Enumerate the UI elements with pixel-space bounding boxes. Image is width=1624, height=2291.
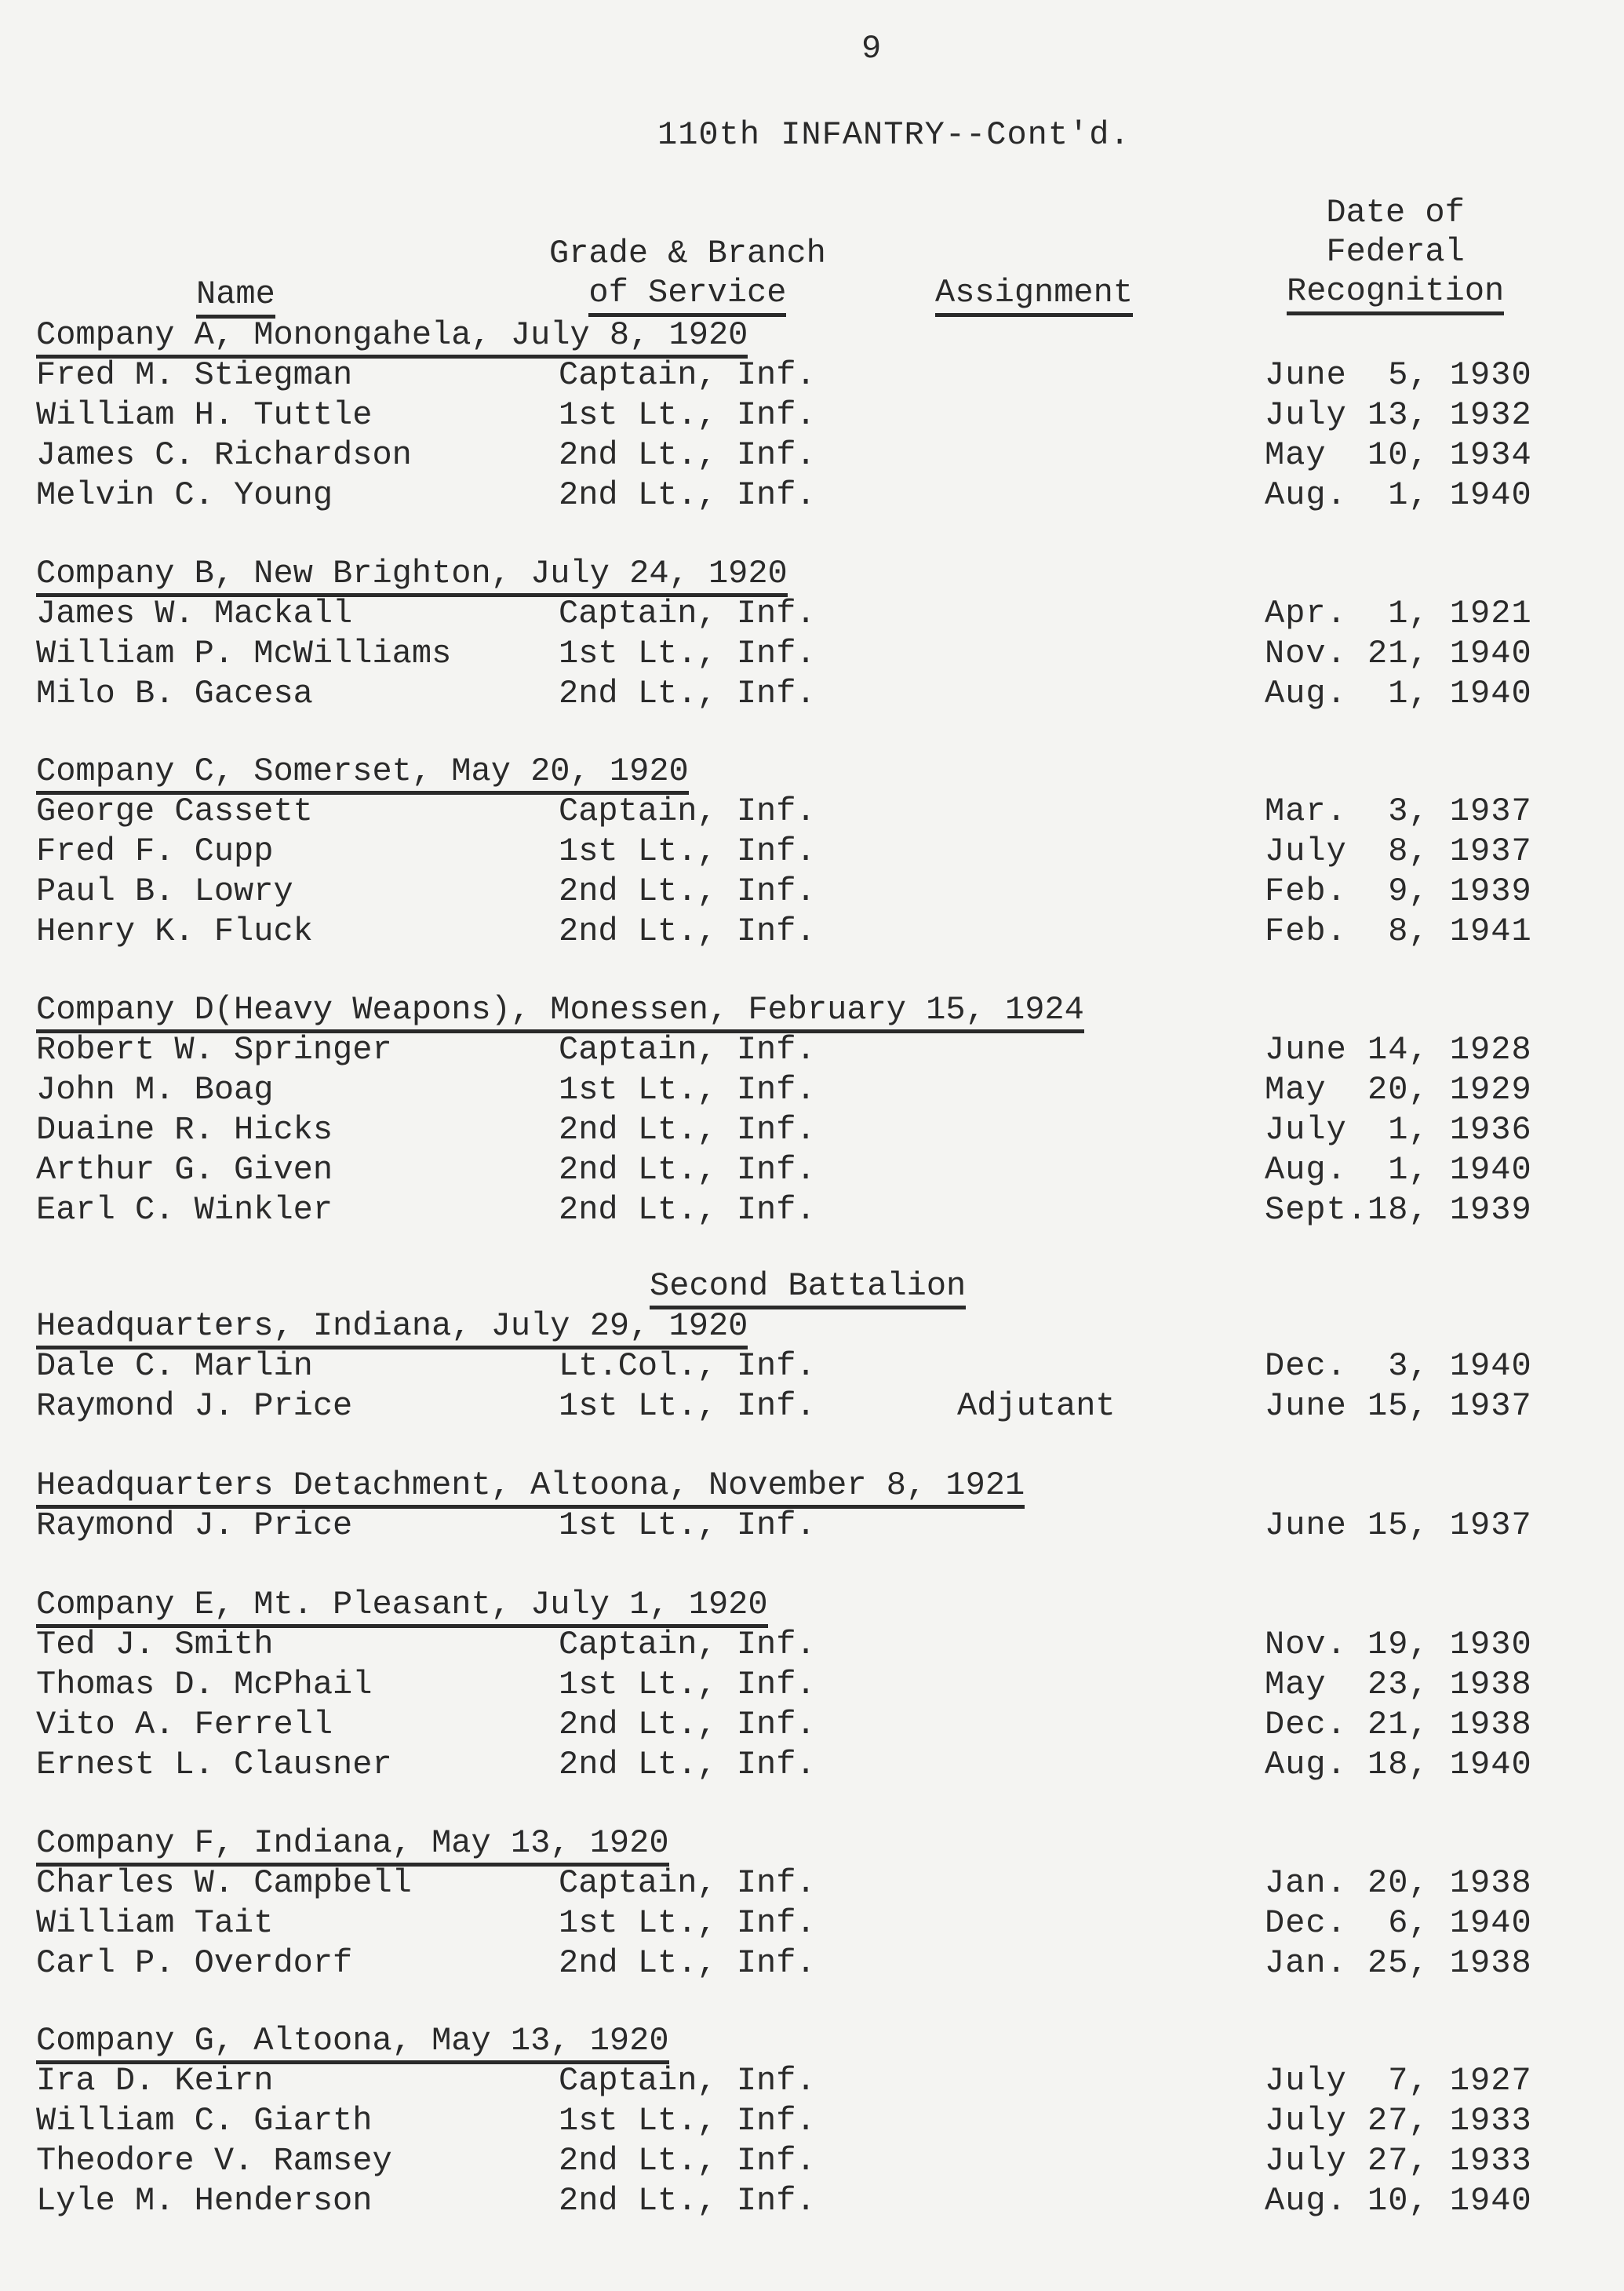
- table-row: [0, 1150, 1624, 1189]
- table-row: [0, 1030, 1624, 1069]
- federal-recognition-date: July 1, 1936: [1265, 1111, 1532, 1149]
- table-row: [0, 435, 1624, 475]
- officer-name: William C. Giarth: [36, 2102, 373, 2140]
- table-row: [0, 395, 1624, 435]
- officer-name: William H. Tuttle: [36, 396, 373, 434]
- section-heading: Company F, Indiana, May 13, 1920: [36, 1823, 669, 1867]
- grade-branch: 1st Lt., Inf.: [559, 1071, 816, 1109]
- page-title: 110th INFANTRY--Cont'd.: [657, 116, 1131, 154]
- officer-name: James W. Mackall: [36, 595, 353, 632]
- officer-name: William Tait: [36, 1904, 274, 1942]
- federal-recognition-date: Mar. 3, 1937: [1265, 792, 1532, 830]
- federal-recognition-date: July 7, 1927: [1265, 2062, 1532, 2100]
- grade-branch: 2nd Lt., Inf.: [559, 912, 816, 950]
- column-header-grade: [549, 234, 826, 312]
- federal-recognition-date: Aug. 1, 1940: [1265, 1151, 1532, 1189]
- grade-branch: Captain, Inf.: [559, 1626, 816, 1663]
- federal-recognition-date: Aug. 1, 1940: [1265, 675, 1532, 712]
- grade-branch: Captain, Inf.: [559, 356, 816, 394]
- grade-branch: 2nd Lt., Inf.: [559, 1706, 816, 1743]
- table-row: [0, 912, 1624, 951]
- grade-branch: 1st Lt., Inf.: [559, 832, 816, 870]
- officer-name: Henry K. Fluck: [36, 912, 313, 950]
- federal-recognition-date: Dec. 21, 1938: [1265, 1706, 1532, 1743]
- officer-name: Ted J. Smith: [36, 1626, 274, 1663]
- table-row: [0, 1705, 1624, 1744]
- federal-recognition-date: Dec. 6, 1940: [1265, 1904, 1532, 1942]
- federal-recognition-date: July 8, 1937: [1265, 832, 1532, 870]
- table-row: [0, 1386, 1624, 1426]
- grade-branch: 2nd Lt., Inf.: [559, 1944, 816, 1982]
- federal-recognition-date: June 15, 1937: [1265, 1506, 1532, 1544]
- officer-name: Lyle M. Henderson: [36, 2182, 373, 2220]
- table-row: [0, 1903, 1624, 1943]
- officer-name: James C. Richardson: [36, 436, 412, 474]
- grade-branch: 1st Lt., Inf.: [559, 1666, 816, 1703]
- grade-branch: 2nd Lt., Inf.: [559, 1151, 816, 1189]
- table-row: [0, 1346, 1624, 1386]
- column-header-assignment-label: Assignment: [935, 274, 1133, 317]
- table-row: [0, 594, 1624, 633]
- grade-branch: 1st Lt., Inf.: [559, 635, 816, 672]
- federal-recognition-date: Jan. 20, 1938: [1265, 1864, 1532, 1902]
- table-row: [0, 1625, 1624, 1664]
- grade-branch: Captain, Inf.: [559, 2062, 816, 2100]
- officer-name: Duaine R. Hicks: [36, 1111, 333, 1149]
- section-heading: Company G, Altoona, May 13, 1920: [36, 2021, 669, 2064]
- assignment: Adjutant: [957, 1387, 1116, 1425]
- grade-branch: 1st Lt., Inf.: [559, 2102, 816, 2140]
- table-row: [0, 872, 1624, 911]
- federal-recognition-date: June 15, 1937: [1265, 1387, 1532, 1425]
- grade-branch: 2nd Lt., Inf.: [559, 1746, 816, 1783]
- column-header-date-line1: Date of: [1326, 194, 1465, 231]
- section-heading: Headquarters Detachment, Altoona, November 8, 1921: [36, 1466, 1025, 1509]
- federal-recognition-date: Aug. 18, 1940: [1265, 1746, 1532, 1783]
- officer-name: Thomas D. McPhail: [36, 1666, 373, 1703]
- table-row: [0, 1110, 1624, 1149]
- column-header-date-line2: Federal: [1326, 233, 1465, 271]
- grade-branch: Captain, Inf.: [559, 1864, 816, 1902]
- officer-name: Milo B. Gacesa: [36, 675, 313, 712]
- column-header-date: [1287, 193, 1504, 311]
- federal-recognition-date: Apr. 1, 1921: [1265, 595, 1532, 632]
- battalion-heading: Second Battalion: [650, 1266, 966, 1309]
- federal-recognition-date: July 27, 1933: [1265, 2142, 1532, 2180]
- grade-branch: Captain, Inf.: [559, 792, 816, 830]
- table-row: [0, 2101, 1624, 2140]
- table-row: [0, 1943, 1624, 1983]
- federal-recognition-date: Nov. 21, 1940: [1265, 635, 1532, 672]
- grade-branch: Lt.Col., Inf.: [559, 1347, 816, 1385]
- officer-name: Raymond J. Price: [36, 1506, 353, 1544]
- grade-branch: 2nd Lt., Inf.: [559, 872, 816, 910]
- column-header-grade-line1: Grade & Branch: [549, 235, 826, 272]
- officer-name: Carl P. Overdorf: [36, 1944, 353, 1982]
- grade-branch: 1st Lt., Inf.: [559, 1506, 816, 1544]
- officer-name: Dale C. Marlin: [36, 1347, 313, 1385]
- column-header-assignment: [935, 273, 1133, 312]
- section-heading: Company E, Mt. Pleasant, July 1, 1920: [36, 1585, 768, 1628]
- federal-recognition-date: May 10, 1934: [1265, 436, 1532, 474]
- officer-name: Fred F. Cupp: [36, 832, 274, 870]
- section-heading: Headquarters, Indiana, July 29, 1920: [36, 1306, 748, 1349]
- column-header-grade-line2: of Service: [588, 274, 786, 317]
- officer-name: Melvin C. Young: [36, 476, 333, 514]
- officer-name: Ira D. Keirn: [36, 2062, 274, 2100]
- section-heading: Company D(Heavy Weapons), Monessen, February 15, 1924: [36, 990, 1084, 1033]
- federal-recognition-date: Dec. 3, 1940: [1265, 1347, 1532, 1385]
- column-header-date-line3: Recognition: [1287, 272, 1504, 315]
- table-row: [0, 792, 1624, 831]
- officer-name: Robert W. Springer: [36, 1031, 392, 1069]
- federal-recognition-date: June 14, 1928: [1265, 1031, 1532, 1069]
- officer-name: Earl C. Winkler: [36, 1191, 333, 1229]
- federal-recognition-date: Feb. 8, 1941: [1265, 912, 1532, 950]
- federal-recognition-date: May 23, 1938: [1265, 1666, 1532, 1703]
- column-header-name-label: Name: [196, 275, 275, 319]
- federal-recognition-date: Aug. 10, 1940: [1265, 2182, 1532, 2220]
- table-row: [0, 2061, 1624, 2100]
- grade-branch: 2nd Lt., Inf.: [559, 476, 816, 514]
- federal-recognition-date: July 27, 1933: [1265, 2102, 1532, 2140]
- table-row: [0, 475, 1624, 515]
- federal-recognition-date: Nov. 19, 1930: [1265, 1626, 1532, 1663]
- grade-branch: 1st Lt., Inf.: [559, 1904, 816, 1942]
- grade-branch: Captain, Inf.: [559, 595, 816, 632]
- officer-name: Charles W. Campbell: [36, 1864, 412, 1902]
- officer-name: Paul B. Lowry: [36, 872, 293, 910]
- table-row: [0, 1070, 1624, 1109]
- section-heading: Company A, Monongahela, July 8, 1920: [36, 315, 748, 359]
- table-row: [0, 1506, 1624, 1545]
- table-row: [0, 1665, 1624, 1704]
- table-row: [0, 1745, 1624, 1784]
- officer-name: William P. McWilliams: [36, 635, 452, 672]
- table-row: [0, 2181, 1624, 2220]
- officer-name: Fred M. Stiegman: [36, 356, 353, 394]
- table-row: [0, 355, 1624, 395]
- officer-name: George Cassett: [36, 792, 313, 830]
- officer-name: John M. Boag: [36, 1071, 274, 1109]
- officer-name: Arthur G. Given: [36, 1151, 333, 1189]
- grade-branch: 2nd Lt., Inf.: [559, 675, 816, 712]
- grade-branch: 2nd Lt., Inf.: [559, 1191, 816, 1229]
- federal-recognition-date: Aug. 1, 1940: [1265, 476, 1532, 514]
- page-number: 9: [861, 30, 882, 67]
- grade-branch: 2nd Lt., Inf.: [559, 2142, 816, 2180]
- officer-name: Vito A. Ferrell: [36, 1706, 333, 1743]
- federal-recognition-date: May 20, 1929: [1265, 1071, 1532, 1109]
- federal-recognition-date: Sept.18, 1939: [1265, 1191, 1532, 1229]
- grade-branch: 2nd Lt., Inf.: [559, 1111, 816, 1149]
- table-row: [0, 2141, 1624, 2180]
- federal-recognition-date: Jan. 25, 1938: [1265, 1944, 1532, 1982]
- section-heading: Company C, Somerset, May 20, 1920: [36, 752, 689, 795]
- grade-branch: 1st Lt., Inf.: [559, 1387, 816, 1425]
- table-row: [0, 674, 1624, 713]
- grade-branch: 2nd Lt., Inf.: [559, 436, 816, 474]
- federal-recognition-date: July 13, 1932: [1265, 396, 1532, 434]
- officer-name: Ernest L. Clausner: [36, 1746, 392, 1783]
- grade-branch: 1st Lt., Inf.: [559, 396, 816, 434]
- officer-name: Raymond J. Price: [36, 1387, 353, 1425]
- table-row: [0, 832, 1624, 871]
- federal-recognition-date: June 5, 1930: [1265, 356, 1532, 394]
- column-header-name: [196, 275, 275, 314]
- grade-branch: 2nd Lt., Inf.: [559, 2182, 816, 2220]
- officer-name: Theodore V. Ramsey: [36, 2142, 392, 2180]
- table-row: [0, 634, 1624, 673]
- grade-branch: Captain, Inf.: [559, 1031, 816, 1069]
- table-row: [0, 1863, 1624, 1903]
- table-row: [0, 1190, 1624, 1229]
- section-heading: Company B, New Brighton, July 24, 1920: [36, 554, 788, 597]
- federal-recognition-date: Feb. 9, 1939: [1265, 872, 1532, 910]
